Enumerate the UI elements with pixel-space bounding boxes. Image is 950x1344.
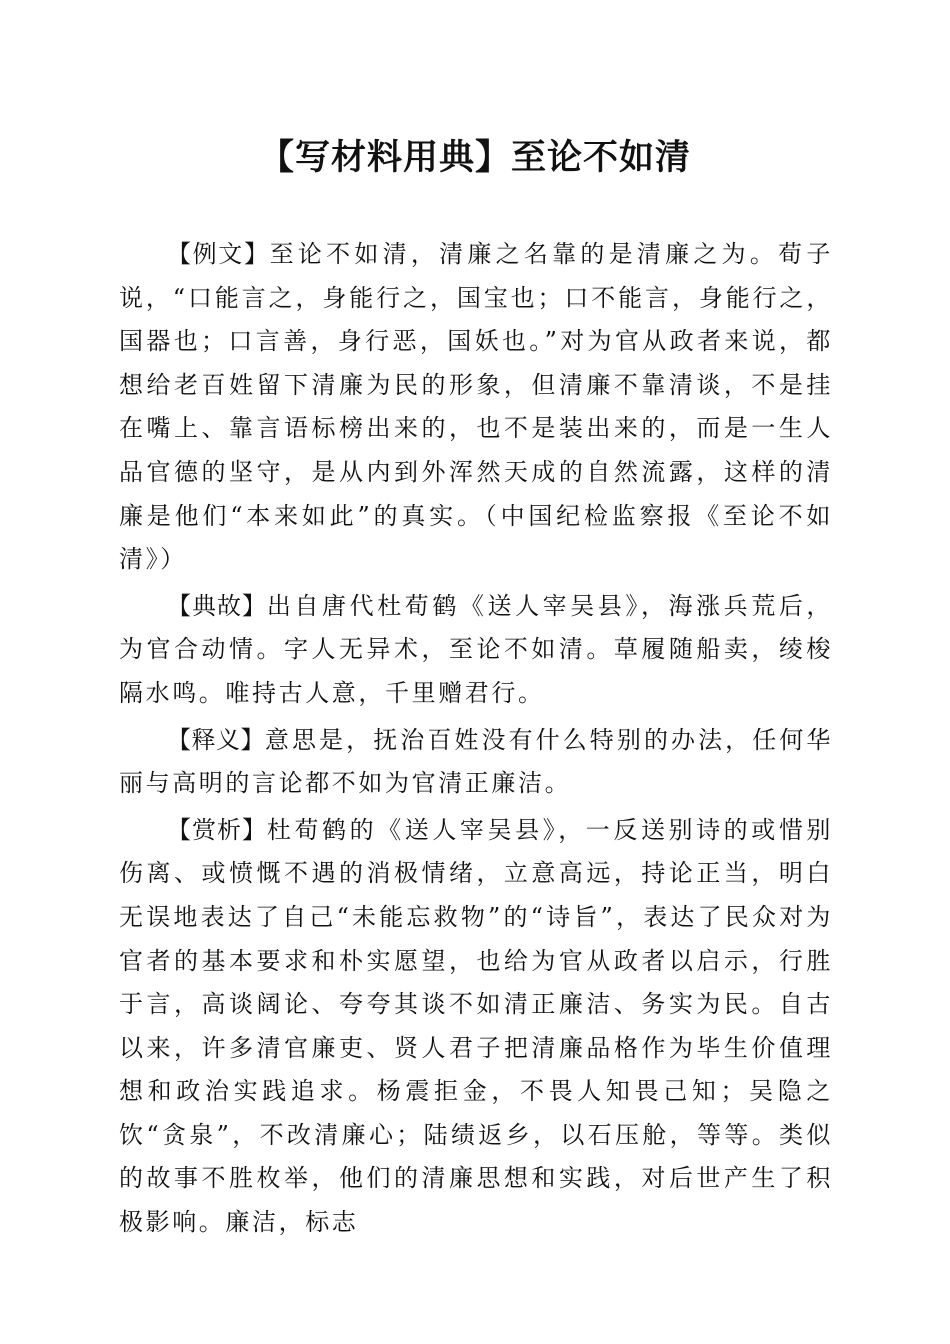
paragraph-tag: 【典故】 [167,591,267,620]
paragraph-text: 至论不如清，清廉之名靠的是清廉之为。荀子说，“口能言之，身能行之，国宝也；口不能言，身能行之，国器也；口言善，身行恶，国妖也。”对为官从政者来说，都想给老百姓留下清廉为民的形象，但清廉不靠清谈，不是挂在嘴上、靠言语标榜出来的，也不是装出来的，而是一生人品官德的坚守，是从内到外浑然天成的自然流露，这样的清廉是他们“本来如此”的真实。（中国纪检监察报《至论不如清》） [119,240,833,574]
paragraph-appreciation [119,809,833,1245]
paragraph-text: 杜荀鹤的《送人宰吴县》，一反送别诗的或惜别伤离、或愤慨不遇的消极情绪，立意高远，持论正当，明白无误地表达了自己“未能忘救物”的“诗旨”，表达了民众对为官者的基本要求和朴实愿望，也给为官从政者以启示，行胜于言，高谈阔论、夸夸其谈不如清正廉洁、务实为民。自古以来，许多清官廉吏、贤人君子把清廉品格作为毕生价值理想和政治实践追求。杨震拒金，不畏人知畏己知；吴隐之饮“贪泉”，不改清廉心；陆绩返乡，以石压舱，等等。类似的故事不胜枚举，他们的清廉思想和实践，对后世产生了积极影响。廉洁，标志 [119,815,833,1237]
paragraph-meaning [119,719,833,806]
paragraph-tag: 【释义】 [167,725,265,754]
document-title: 【写材料用典】至论不如清 [258,138,691,178]
paragraph-tag: 【例文】 [167,240,270,268]
paragraph-text: 出自唐代杜荀鹤《送人宰吴县》，海涨兵荒后，为官合动情。字人无异术，至论不如清。草履随船卖，绫梭隔水鸣。唯持古人意，千里赠君行。 [119,591,833,707]
paragraph-allusion [119,585,833,716]
paragraph-tag: 【赏析】 [167,815,267,844]
document-body [119,233,833,1245]
paragraph-example [119,233,833,582]
paragraph-text: 意思是，抚治百姓没有什么特别的办法，任何华丽与高明的言论都不如为官清正廉洁。 [119,725,833,798]
